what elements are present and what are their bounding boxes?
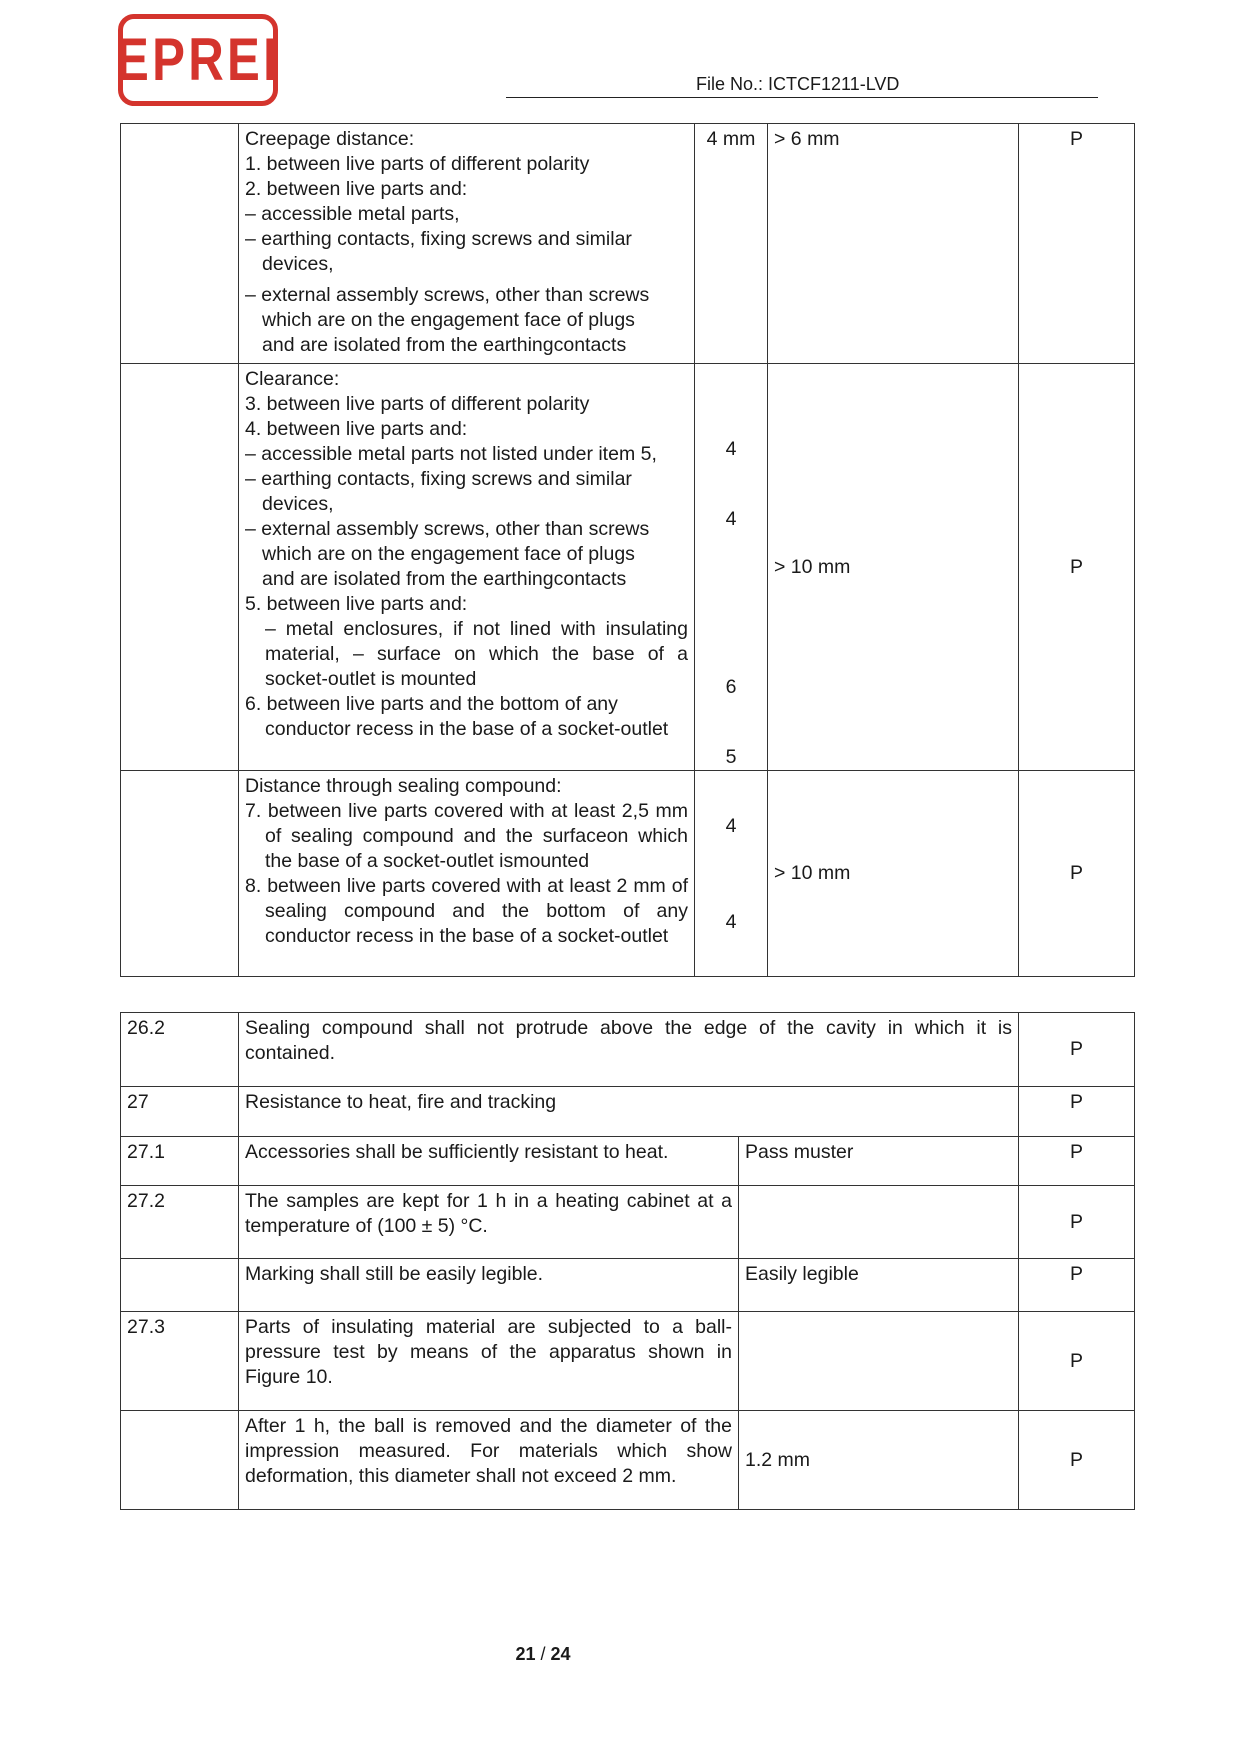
requirement-cell: Marking shall still be easily legible. bbox=[239, 1259, 739, 1312]
table-row-sealing bbox=[121, 771, 1135, 977]
sealing-item-8: 8. between live parts covered with at least 2 mm of sealing compound and the bottom of any conductor recess in the base of a socket-outlet bbox=[245, 875, 688, 947]
table-row bbox=[121, 1087, 1135, 1137]
creepage-item-2: 2. between live parts and: bbox=[245, 178, 468, 200]
table-row-clearance bbox=[121, 364, 1135, 771]
verdict-cell: P bbox=[1019, 1087, 1135, 1137]
clearance-item-5: 5. between live parts and: bbox=[245, 593, 468, 615]
clearance-sub-5: – metal enclosures, if not lined with insulating material, – surface on which the base of a socket-outlet is mounted bbox=[265, 618, 688, 690]
clause-cell: 27 bbox=[121, 1087, 239, 1137]
creepage-sub-3a: – external assembly screws, other than screws bbox=[245, 284, 650, 306]
table-row bbox=[121, 1186, 1135, 1259]
result-cell: Easily legible bbox=[739, 1259, 1019, 1312]
clearance-limit-3: 6 bbox=[725, 676, 737, 698]
table-row bbox=[121, 1013, 1135, 1087]
requirement-cell: Accessories shall be sufficiently resistant to heat. bbox=[239, 1137, 739, 1186]
creepage-sub-3b: which are on the engagement face of plugs bbox=[262, 309, 635, 331]
distances-table bbox=[120, 123, 1135, 977]
logo-text: EPREI bbox=[115, 26, 281, 93]
requirement-cell: Resistance to heat, fire and tracking bbox=[239, 1087, 1019, 1137]
clearance-item-6: 6. between live parts and the bottom of any conductor recess in the base of a socket-outlet bbox=[245, 693, 669, 740]
verdict-cell: P bbox=[1019, 124, 1135, 364]
clause-cell bbox=[121, 771, 239, 977]
requirement-cell bbox=[239, 771, 695, 977]
company-logo bbox=[115, 14, 281, 106]
requirement-cell: The samples are kept for 1 h in a heating cabinet at a temperature of (100 ± 5) °C. bbox=[239, 1186, 739, 1259]
file-number: File No.: ICTCF1211-LVD bbox=[696, 74, 900, 94]
clause-cell bbox=[121, 1259, 239, 1312]
table-row bbox=[121, 1411, 1135, 1510]
creepage-sub-2a: – earthing contacts, fixing screws and similar bbox=[245, 228, 632, 250]
verdict-cell: P bbox=[1019, 771, 1135, 977]
sealing-limit-2: 4 bbox=[725, 911, 737, 933]
verdict-cell: P bbox=[1019, 1411, 1135, 1510]
header-rule bbox=[506, 97, 1098, 98]
result-cell: Pass muster bbox=[739, 1137, 1019, 1186]
sealing-item-7: 7. between live parts covered with at least 2,5 mm of sealing compound and the surfaceon which the base of a socket-outlet ismounted bbox=[245, 800, 688, 872]
limit-cell bbox=[695, 771, 768, 977]
verdict-cell: P bbox=[1019, 364, 1135, 771]
table-row bbox=[121, 1137, 1135, 1186]
requirement-cell: Parts of insulating material are subjected to a ball-pressure test by means of the apparatus shown in Figure 10. bbox=[239, 1312, 739, 1411]
limit-cell: 4 mm bbox=[695, 124, 768, 364]
verdict-cell: P bbox=[1019, 1259, 1135, 1312]
clearance-limit-4: 5 bbox=[725, 746, 737, 768]
clause-cell bbox=[121, 1411, 239, 1510]
creepage-title: Creepage distance: bbox=[245, 128, 415, 150]
page-total: 24 bbox=[550, 1644, 571, 1664]
result-cell bbox=[739, 1186, 1019, 1259]
creepage-sub-3c: and are isolated from the earthingcontacts bbox=[262, 334, 627, 356]
clause-cell bbox=[121, 124, 239, 364]
table-row-creepage bbox=[121, 124, 1135, 364]
creepage-sub-1: – accessible metal parts, bbox=[245, 203, 460, 225]
page-separator: / bbox=[535, 1644, 551, 1664]
clause-cell bbox=[121, 364, 239, 771]
result-cell: > 10 mm bbox=[768, 771, 1019, 977]
requirement-cell bbox=[239, 124, 695, 364]
limit-cell bbox=[695, 364, 768, 771]
result-cell: > 6 mm bbox=[768, 124, 1019, 364]
clause-cell: 27.1 bbox=[121, 1137, 239, 1186]
requirement-cell: After 1 h, the ball is removed and the diameter of the impression measured. For materials which show deformation, this diameter shall not exceed 2 mm. bbox=[239, 1411, 739, 1510]
verdict-cell: P bbox=[1019, 1137, 1135, 1186]
sealing-title: Distance through sealing compound: bbox=[245, 775, 562, 797]
clearance-sub-3a: – external assembly screws, other than screws bbox=[245, 518, 650, 540]
heat-resistance-table bbox=[120, 1012, 1135, 1510]
sealing-limit-1: 4 bbox=[725, 815, 737, 837]
verdict-cell: P bbox=[1019, 1186, 1135, 1259]
clause-cell: 26.2 bbox=[121, 1013, 239, 1087]
requirement-cell bbox=[239, 364, 695, 771]
clearance-sub-3b: which are on the engagement face of plugs bbox=[262, 543, 635, 565]
page-current: 21 bbox=[515, 1644, 536, 1664]
creepage-item-1: 1. between live parts of different polarity bbox=[245, 153, 590, 175]
result-cell: > 10 mm bbox=[768, 364, 1019, 771]
clearance-sub-1: – accessible metal parts not listed under item 5, bbox=[245, 443, 657, 465]
clearance-sub-2a: – earthing contacts, fixing screws and similar bbox=[245, 468, 632, 490]
clearance-sub-2b: devices, bbox=[262, 493, 334, 515]
clearance-item-3: 3. between live parts of different polarity bbox=[245, 393, 590, 415]
clearance-item-4: 4. between live parts and: bbox=[245, 418, 468, 440]
clearance-limit-1: 4 bbox=[725, 438, 737, 460]
creepage-sub-2b: devices, bbox=[262, 253, 334, 275]
clearance-title: Clearance: bbox=[245, 368, 340, 390]
verdict-cell: P bbox=[1019, 1013, 1135, 1087]
table-row bbox=[121, 1259, 1135, 1312]
result-cell: 1.2 mm bbox=[739, 1411, 1019, 1510]
clause-cell: 27.2 bbox=[121, 1186, 239, 1259]
table-row bbox=[121, 1312, 1135, 1411]
clearance-limit-2: 4 bbox=[725, 508, 737, 530]
result-cell bbox=[739, 1312, 1019, 1411]
clearance-sub-3c: and are isolated from the earthingcontacts bbox=[262, 568, 627, 590]
requirement-cell: Sealing compound shall not protrude above the edge of the cavity in which it is contained. bbox=[239, 1013, 1019, 1087]
verdict-cell: P bbox=[1019, 1312, 1135, 1411]
clause-cell: 27.3 bbox=[121, 1312, 239, 1411]
page-number bbox=[0, 1644, 1086, 1665]
